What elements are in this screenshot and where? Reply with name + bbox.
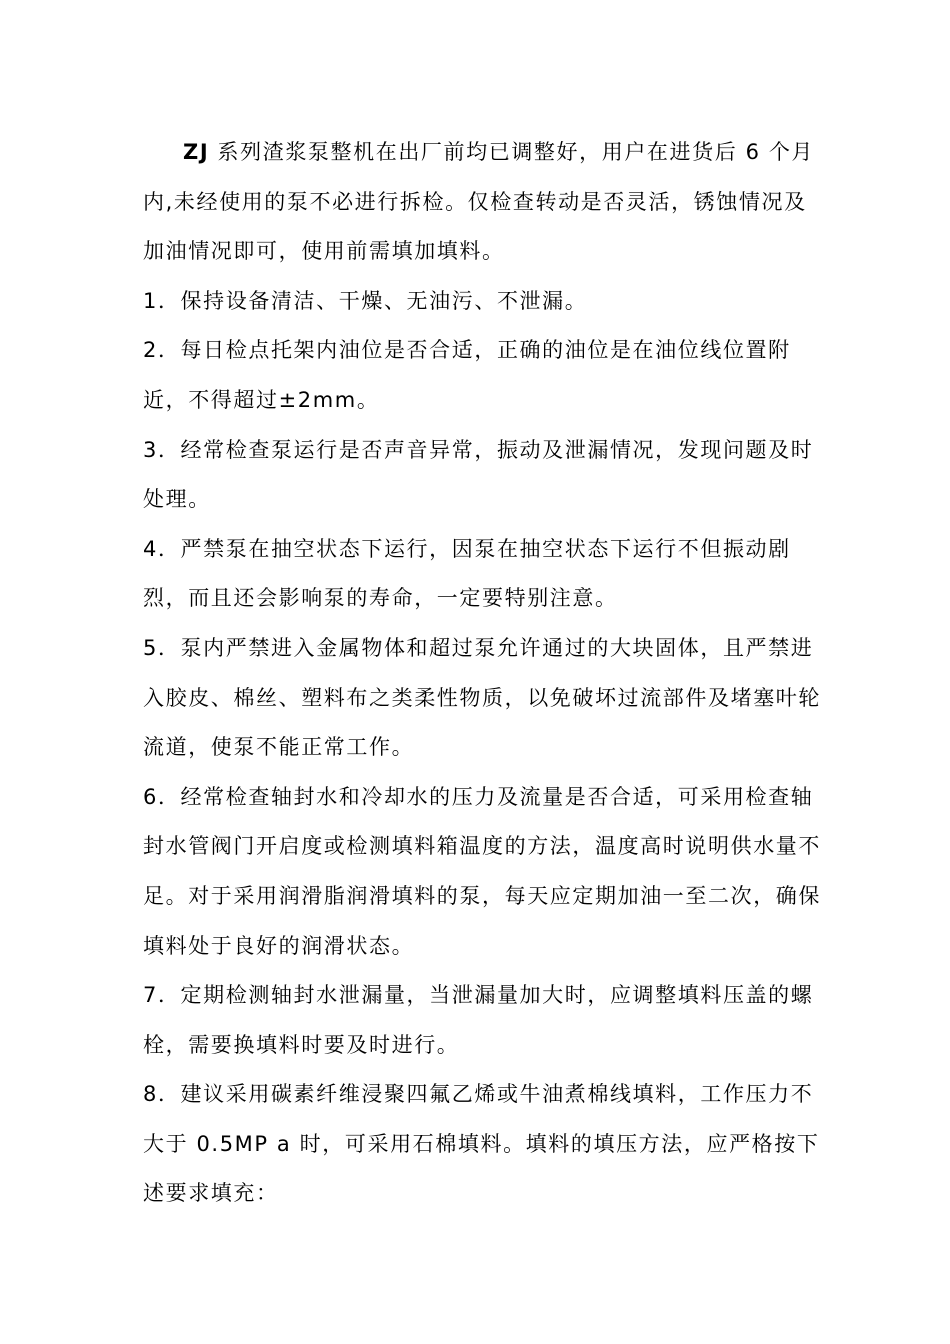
list-item-8: 8．建议采用碳素纤维浸聚四氟乙烯或牛油煮棉线填料，工作压力不大于 0.5MP a 时，可采用石棉填料。填料的填压方法，应严格按下述要求填充： — [143, 1082, 820, 1206]
list-item-2: 2．每日检点托架内油位是否合适，正确的油位是在油位线位置附近，不得超过±2mm。 — [143, 338, 791, 412]
list-item-1: 1．保持设备清洁、干燥、无油污、不泄漏。 — [143, 288, 588, 313]
list-item-3: 3．经常检查泵运行是否声音异常，振动及泄漏情况，发现问题及时处理。 — [143, 437, 814, 512]
brand-name: ZJ — [183, 140, 210, 164]
intro-paragraph — [143, 128, 823, 277]
intro-text: 系列渣浆泵整机在出厂前均已调整好，用户在进货后 6 个月内,未经使用的泵不必进行拆检。仅检查转动是否灵活，锈蚀情况及加油情况即可，使用前需填加填料。 — [143, 140, 815, 264]
list-item-4: 4．严禁泵在抽空状态下运行，因泵在抽空状态下运行不但振动剧烈，而且还会影响泵的寿命，一定要特别注意。 — [143, 536, 791, 611]
body-text — [143, 128, 823, 1219]
list-item-5: 5．泵内严禁进入金属物体和超过泵允许通过的大块固体，且严禁进入胶皮、棉丝、塑料布之类柔性物质，以免破坏过流部件及堵塞叶轮流道，使泵不能正常工作。 — [143, 635, 821, 760]
list-item-6: 6．经常检查轴封水和冷却水的压力及流量是否合适，可采用检查轴封水管阀门开启度或检测填料箱温度的方法，温度高时说明供水量不足。对于采用润滑脂润滑填料的泵，每天应定期加油一至二次，确保填料处于良好的润滑状态。 — [143, 784, 821, 958]
list-item-7: 7．定期检测轴封水泄漏量，当泄漏量加大时，应调整填料压盖的螺栓，需要换填料时要及时进行。 — [143, 983, 814, 1057]
